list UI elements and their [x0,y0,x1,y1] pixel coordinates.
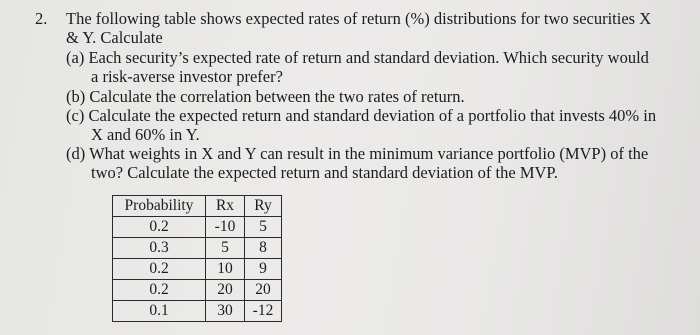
returns-table [112,195,282,322]
ry-cell: -12 [245,301,282,322]
probability-cell: 0.2 [113,259,206,280]
probability-cell: 0.2 [113,217,206,238]
table-row [113,238,282,259]
probability-cell: 0.1 [113,301,206,322]
probability-cell: 0.3 [113,238,206,259]
rx-cell: 5 [206,238,245,259]
table-row [113,259,282,280]
part-b: (b) Calculate the correlation between the two rates of return. [66,87,465,106]
part-a-continued: a risk-averse investor prefer? [91,67,283,86]
table-row [113,301,282,322]
rx-cell: 30 [206,301,245,322]
table-row [113,280,282,301]
rx-cell: -10 [206,217,245,238]
part-d: (d) What weights in X and Y can result in the minimum variance portfolio (MVP) of the [66,144,649,163]
table-header-row [113,196,282,217]
header-probability: Probability [113,196,206,217]
header-ry: Ry [245,196,282,217]
header-rx: Rx [206,196,245,217]
ry-cell: 8 [245,238,282,259]
table-row [113,217,282,238]
part-a: (a) Each security’s expected rate of return and standard deviation. Which security would [66,48,649,67]
question-number: 2. [35,9,48,28]
rx-cell: 20 [206,280,245,301]
ry-cell: 9 [245,259,282,280]
part-c-continued: X and 60% in Y. [91,125,200,144]
probability-cell: 0.2 [113,280,206,301]
part-c: (c) Calculate the expected return and standard deviation of a portfolio that invests 40% in [66,106,657,125]
question-line: The following table shows expected rates of return (%) distributions for two securities X [66,9,652,28]
part-d-continued: two? Calculate the expected return and standard deviation of the MVP. [91,163,558,182]
question-line: & Y. Calculate [66,28,163,47]
ry-cell: 20 [245,280,282,301]
rx-cell: 10 [206,259,245,280]
ry-cell: 5 [245,217,282,238]
